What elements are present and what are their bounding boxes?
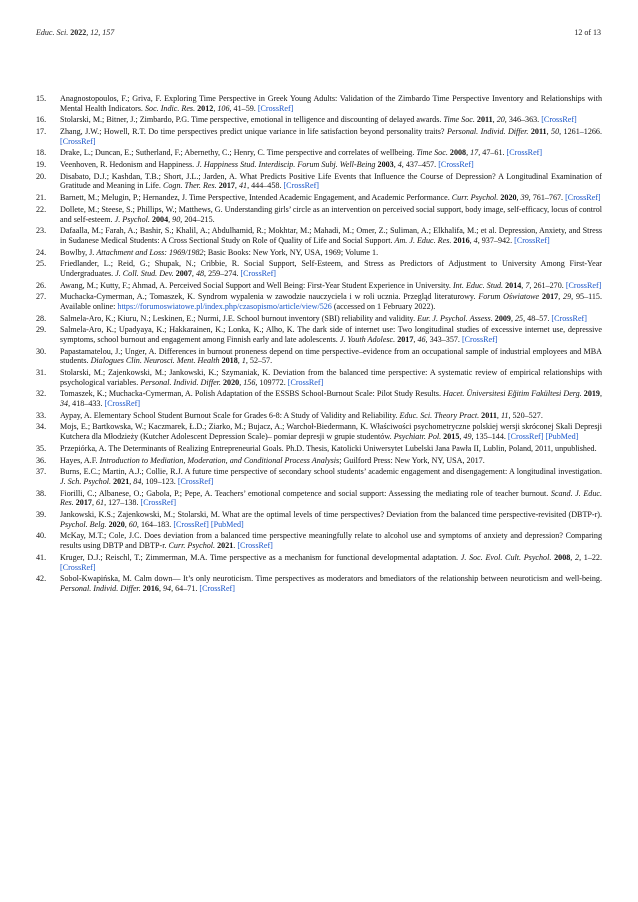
reference-text: Friedlander, L.; Reid, G.; Shupak, N.; Cribbie, R. Social Support, Self-Esteem, and Stress as Predictors of Adjustment to University Among First-Year Undergraduates. [60,259,602,278]
reference-item [36,553,602,573]
reference-text: Drake, L.; Duncan, E.; Sutherland, F.; Abernethy, C.; Henry, C. Time perspective and correlates of wellbeing. [60,148,417,158]
reference-text: , 1–22. [579,552,603,562]
journal-volume-issue: , 12, 157 [86,28,115,37]
reference-year: 2014 [505,280,522,290]
reference-italic-text: 20 [496,115,505,125]
reference-italic-text: 61 [95,498,105,508]
reference-italic-text: Personal. Individ. Differ. [140,377,221,387]
reference-item [36,510,602,530]
reference-text: , [492,115,497,125]
reference-italic-text: 60 [128,519,137,529]
reference-text: , [466,148,471,158]
reference-item [36,281,602,291]
reference-text: Dafaalla, M.; Farah, A.; Bashir, S.; Khalil, A.; Abdulhamid, R.; Mokhtar, M.; Mahadi, M.; Omer, Z.; Suliman, A.; Elkhalifa, M.; et al. Depression, Anxiety, and Stress in Sudanese Medical Students: A Cross Sectional Study on Role of Quality of Life and Social Support. [60,226,602,245]
reference-italic-text: Am. J. Educ. Res. [394,235,452,245]
reference-italic-text: 94 [162,583,172,593]
reference-item [36,248,602,258]
crossref-link[interactable]: [CrossRef] [514,235,550,245]
reference-italic-text: Time Soc. [416,148,448,158]
reference-number: 29. [36,325,47,335]
reference-text: , 761–767. [528,193,566,203]
reference-text: McKay, M.T.; Cole, J.C. Does deviation from a balanced time perspective meaningfully relate to alcohol use and symptoms of anxiety and depression? Comparing results using DBTP and DBTP-r. [60,531,602,551]
reference-text: Disabato, D.J.; Kashdan, T.B.; Short, J.L.; Jarden, A. What Predicts Positive Life Events that Influence the Course of Depression? A Longitudinal Examination of Gratitude and Meaning in Life. [60,171,602,191]
reference-italic-text: Psychol. Belg. [60,519,107,529]
reference-text: , [459,432,464,442]
crossref-link[interactable]: [CrossRef] [565,280,602,290]
reference-italic-text: J. Psychol. [114,214,150,224]
reference-number: 23. [36,226,47,236]
reference-text: , [558,292,564,302]
reference-text: , 1261–1266. [559,127,603,137]
reference-year: 2008 [554,552,571,562]
reference-text: , 261–270. [529,280,566,290]
reference-text: , 418–433. [68,399,105,409]
reference-year: 2008 [449,148,467,158]
reference-number: 33. [36,410,47,420]
reference-text: , [599,389,602,399]
reference-text: , 64–71. [171,583,200,593]
reference-item [36,259,602,279]
reference-number: 21. [36,193,47,203]
reference-text: Mojs, E.; Bartkowska, W.; Kaczmarek, Ł.D.; Ziarko, M.; Bujacz, A.; Warchoł-Biedermann, K. Właściwości psychometryczne polskiej wersji skróconej Skali Depresji Kutchera dla Młodzieży (Kutcher Adolescent Depression Scale)– pomiar depresji w grupie studentów. [60,422,602,442]
crossref-link[interactable]: [CrossRef] [506,148,543,158]
reference-text: Dollete, M.; Steese, S.; Phillips, W.; Matthews, G. Understanding girls’ circle as an intervention on perceived social support, body image, self-efficacy, locus of control and self-esteem. [60,204,602,224]
reference-number: 17. [36,127,47,137]
reference-text: , [521,280,526,290]
reference-text: Anagnostopoulos, F.; Griva, F. Exploring Time Perspective in Greek Young Adults: Validation of the Zimbardo Time Perspective Inventory and Relationships with Mental Health Indicators. [60,94,602,113]
reference-text: Burns, E.C.; Martin, A.J.; Collie, R.J. A future time perspective of secondary school students’ academic engagement and disengagement: A longitudinal investigation. [60,467,602,477]
reference-item [36,193,602,203]
reference-item [36,444,602,454]
reference-year: 2019 [583,389,600,399]
reference-text: , [239,377,244,387]
reference-number: 22. [36,204,47,214]
reference-item [36,115,602,125]
journal-name: Educ. Sci. [36,28,69,37]
pubmed-link[interactable]: [PubMed] [210,519,244,529]
reference-item [36,172,602,192]
reference-number: 40. [36,531,47,541]
crossref-link[interactable]: [CrossRef] [287,377,324,387]
reference-number: 38. [36,488,47,498]
reference-text: , [496,410,501,420]
reference-text: , 109772. [255,377,288,387]
reference-italic-text: Time Soc. [443,115,475,125]
reference-text: , [234,181,239,191]
reference-text: Sobol-Kwapińska, M. Calm down— It’s only neuroticism. Time perspectives as moderators and bmediators of the relationship between neuroticism and well-being. [60,574,602,584]
reference-italic-text: Psychiatr. Pol. [393,432,442,442]
crossref-link[interactable]: [CrossRef] [240,268,276,278]
reference-text: , [213,103,218,113]
reference-text: Stolarski, M.; Bitner, J.; Zimbardo, P.G. Time perspective, emotional in telligence and discounting of delayed awards. [60,115,444,125]
reference-text: Veenhoven, R. Hedonism and Happiness. [60,160,197,170]
reference-italic-text: 156 [243,377,256,387]
reference-italic-text: 50 [551,127,560,137]
reference-year: 2003 [377,160,394,170]
crossref-link[interactable]: [CrossRef] [438,160,474,170]
reference-number: 26. [36,280,47,290]
reference-italic-text: Cogn. Ther. Res. [162,181,217,191]
reference-text: , [191,268,196,278]
reference-italic-text: 46 [417,335,426,344]
reference-list [36,94,602,596]
reference-year: 2012 [197,103,214,113]
reference-italic-text: 41 [238,181,248,191]
pubmed-link[interactable]: [PubMed] [545,432,579,442]
reference-text: , 437–457. [401,160,439,170]
reference-italic-text: Eur. J. Psychol. Assess. [417,313,493,323]
reference-text: Muchacka-Cymerman, A.; Tomaszek, K. Syndrom wypalenia w zawodzie nauczyciela i w roli ucznia. Przegląd literaturowy. [60,292,479,302]
reference-text: Przepiórka, A. The Determinants of Realizing Entrepreneurial Goals. Ph.D. Thesis, Katolicki Uniwersytet Lubelski Jana Pawła II, Lublin, Poland, 2011, unpublished. [60,443,597,453]
reference-italic-text: Personal. Individ. Differ. [60,583,141,593]
reference-text: Bowlby, J. [60,247,97,257]
reference-text: Salmela-Aro, K.; Kiuru, N.; Leskinen, E.; Nurmi, J.E. School burnout inventory (SBI) reliability and validity. [60,313,418,323]
reference-item [36,456,602,466]
crossref-link[interactable]: [CrossRef] [60,136,96,146]
reference-item [36,292,602,312]
reference-text: , 109–123. [141,476,178,486]
reference-text: , 346–363. [504,115,542,125]
reference-italic-text: J. Youth Adolesc. [339,335,396,344]
reference-italic-text: 4 [397,160,402,170]
reference-italic-text: J. Sch. Psychol. [60,476,112,486]
reference-year: 2017 [542,292,559,302]
crossref-link[interactable]: [CrossRef] [104,399,141,409]
reference-year: 2018 [221,356,238,366]
reference-text: Kruger, D.J.; Reischl, T.; Zimmerman, M.A. Time perspective as a mechanism for functional developmental adaptation. [60,552,461,562]
reference-number: 25. [36,259,47,269]
reference-item [36,368,602,388]
reference-italic-text: 29 [563,292,572,302]
reference-italic-text: Curr. Psychol. [451,193,499,203]
reference-year: 2021 [217,541,234,551]
reference-text: , 164–183. [136,519,174,529]
reference-item [36,347,602,367]
reference-number: 37. [36,467,47,477]
reference-text: (accessed on 1 February 2022). [331,301,436,311]
reference-italic-text: 84 [133,476,142,486]
reference-item [36,389,602,409]
reference-text: , [393,160,398,170]
reference-italic-text: Scand. J. Educ. Res. [60,488,603,508]
reference-text: , [158,583,163,593]
reference-text: , 444–458. [247,181,284,191]
reference-item [36,160,602,170]
reference-number: 16. [36,115,47,125]
reference-italic-text: Hacet. Üniversitesi Eğitim Fakültesi Derg. [443,389,582,399]
reference-year: 2020 [223,377,240,387]
reference-italic-text: Attachment and Loss: 1969/1982 [96,247,204,257]
reference-item [36,489,602,509]
reference-text: , 48–57. [523,313,552,323]
reference-italic-text: 106 [217,103,230,113]
reference-number: 41. [36,552,47,562]
crossref-link[interactable]: [CrossRef] [237,541,273,551]
reference-year: 2017 [218,181,235,191]
reference-italic-text: 4 [473,235,478,245]
reference-number: 36. [36,455,47,465]
reference-italic-text: Educ. Sci. Theory Pract. [399,410,480,420]
crossref-link[interactable]: [CrossRef] [257,103,294,113]
crossref-link[interactable]: [CrossRef] [551,313,587,323]
reference-italic-text: 90 [172,214,181,224]
reference-text: , [510,313,515,323]
reference-italic-text: 25 [515,313,524,323]
reference-text: , 52–57. [245,356,273,366]
reference-italic-text: J. Soc. Evol. Cult. Psychol. [460,552,552,562]
crossref-link[interactable]: [CrossRef] [461,335,498,344]
reference-year: 2009 [494,313,511,323]
reference-text: Aypay, A. Elementary School Student Burnout Scale for Grades 6-8: A Study of Validity and Reliability. [60,410,400,420]
reference-text: , [469,235,474,245]
reference-italic-text: Dialogues Clin. Neurosci. Ment. Health [90,356,220,366]
reference-italic-text: 34 [60,399,69,409]
reference-item [36,148,602,158]
reference-text: , [237,356,242,366]
reference-text: , 259–274. [204,268,241,278]
crossref-link[interactable]: [CrossRef] [173,519,209,529]
crossref-link[interactable]: [CrossRef] [507,432,544,442]
reference-number: 30. [36,346,47,356]
page-indicator: 12 of 13 [574,28,601,37]
reference-number: 39. [36,509,47,519]
crossref-link[interactable]: [CrossRef] [565,193,601,203]
crossref-link[interactable]: [CrossRef] [541,115,577,125]
crossref-link[interactable]: [CrossRef] [199,583,235,593]
reference-text: , [570,552,576,562]
reference-text: , [516,193,521,203]
reference-italic-text: 49 [463,432,472,442]
reference-number: 31. [36,368,47,378]
reference-text: Stolarski, M.; Zajenkowski, M.; Jankowski, K.; Szymaniak, K. Deviation from the balanced time perspective: A systematic review of empirical relationships with psychological variables. [60,368,602,387]
reference-text: ; Guilford Press: New York, NY, USA, 2017. [339,455,485,465]
crossref-link[interactable]: [CrossRef] [177,476,214,486]
reference-number: 34. [36,422,47,432]
crossref-link[interactable]: [CrossRef] [140,498,177,508]
reference-italic-text: 1 [241,356,246,366]
reference-italic-text: 17 [470,148,479,158]
reference-number: 42. [36,574,47,584]
reference-text: , 520–527. [508,410,543,420]
reference-year: 2020 [500,193,517,203]
running-header [36,28,601,40]
reference-text: , 41–59. [229,103,258,113]
reference-item [36,422,602,442]
reference-item [36,574,602,594]
reference-italic-text: 2 [575,552,580,562]
reference-number: 19. [36,160,47,170]
reference-item [36,531,602,551]
reference-text: Jankowski, K.S.; Zajenkowski, M.; Stolarski, M. What are the optimal levels of time perspectives? Deviation from the balanced time perspective-revisited (DBTP-r). [60,509,602,519]
reference-text: , [129,476,134,486]
reference-text: Hayes, A.F. [60,455,100,465]
reference-year: 2016 [453,235,470,245]
reference-text: ; Basic Books: New York, NY, USA, 1969; Volume 1. [203,247,379,257]
reference-year: 2021 [113,476,130,486]
journal-citation [36,28,114,37]
reference-item [36,226,602,246]
reference-italic-text: Introduction to Mediation, Moderation, and Conditional Process Analysis [99,455,340,465]
journal-year: 2022 [70,28,87,37]
reference-italic-text: Forum Oświatowe [478,292,540,302]
reference-year: 2011 [481,410,497,420]
reference-text: , [413,335,418,344]
reference-year: 2020 [108,519,125,529]
reference-italic-text: Soc. Indic. Res. [144,103,196,113]
reference-text: , [91,498,96,508]
reference-number: 28. [36,313,47,323]
reference-year: 2017 [397,335,414,344]
reference-text: , [124,519,129,529]
reference-text: , [546,127,552,137]
reference-text: , [168,214,173,224]
reference-italic-text: 11 [500,410,509,420]
reference-number: 32. [36,389,47,399]
reference-year: 2017 [75,498,92,508]
reference-year: 2007 [175,268,192,278]
reference-item [36,314,602,324]
reference-italic-text: Personal. Individ. Differ. [446,127,529,137]
reference-text: , 204–215. [180,214,215,224]
reference-text: , 95–115. Available online: [60,292,602,311]
reference-number: 15. [36,94,47,103]
reference-year: 2015 [443,432,460,442]
reference-text: Fiorilli, C.; Albanese, O.; Gabola, P.; Pepe, A. Teachers’ emotional competence and social support: Assessing the mediating role of teacher burnout. [60,488,551,498]
reference-text: , 135–144. [471,432,508,442]
reference-text: Salmela-Aro, K.; Upadyaya, K.; Hakkarainen, K.; Lonka, K.; Alho, K. The dark side of internet use: Two longitudinal studies of excessive internet use, depressive symptoms, school burnout and engagement among Finnish early and late adolescents. [60,325,602,344]
reference-text: , 127–138. [104,498,141,508]
reference-year: 2011 [476,115,493,125]
reference-item [36,325,602,345]
reference-number: 27. [36,292,47,302]
reference-item [36,205,602,225]
reference-italic-text: Int. Educ. Stud. [452,280,504,290]
reference-text: Zhang, J.W.; Howell, R.T. Do time perspectives predict unique variance in life satisfaction beyond personality traits? [60,127,447,137]
reference-item [36,467,602,487]
reference-text: , 937–942. [477,235,515,245]
reference-item [36,411,602,421]
reference-text: Tomaszek, K.; Muchacka-Cymerman, A. Polish Adaptation of the ESSBS School-Burnout Scale: Pilot Study Results. [60,389,444,399]
url-link[interactable]: https://forumoswiatowe.pl/index.php/czasopismo/article/view/526 [117,301,332,311]
reference-text: , 343–357. [425,335,462,344]
reference-item [36,94,602,114]
reference-number: 24. [36,247,47,257]
reference-italic-text: Curr. Psychol. [168,541,216,551]
reference-number: 35. [36,443,47,453]
reference-text: Barnett, M.; Melugin, P.; Hernandez, J. Time Perspective, Intended Academic Engagement, and Academic Performance. [60,193,452,203]
reference-text: . [233,541,238,551]
reference-italic-text: J. Happiness Stud. Interdiscip. Forum Subj. Well-Being [196,160,376,170]
reference-italic-text: 39 [520,193,529,203]
reference-number: 20. [36,171,47,181]
reference-italic-text: 7 [525,280,530,290]
reference-year: 2016 [142,583,159,593]
reference-year: 2011 [530,127,547,137]
reference-year: 2004 [151,214,169,224]
reference-italic-text: J. Coll. Stud. Dev. [115,268,174,278]
reference-italic-text: 48 [195,268,205,278]
reference-text: Papastamatelou, J.; Unger, A. Differences in burnout proneness depend on time perspective–evidence from an occupational sample of industrial employees and MBA students. [60,346,602,366]
reference-item [36,127,602,147]
reference-text: Awang, M.; Kutty, F.; Ahmad, A. Perceived Social Support and Well Being: First-Year Student Experience in University. [60,280,453,290]
reference-text: , 47–61. [478,148,507,158]
reference-number: 18. [36,148,47,158]
crossref-link[interactable]: [CrossRef] [283,181,320,191]
crossref-link[interactable]: [CrossRef] [60,562,96,572]
